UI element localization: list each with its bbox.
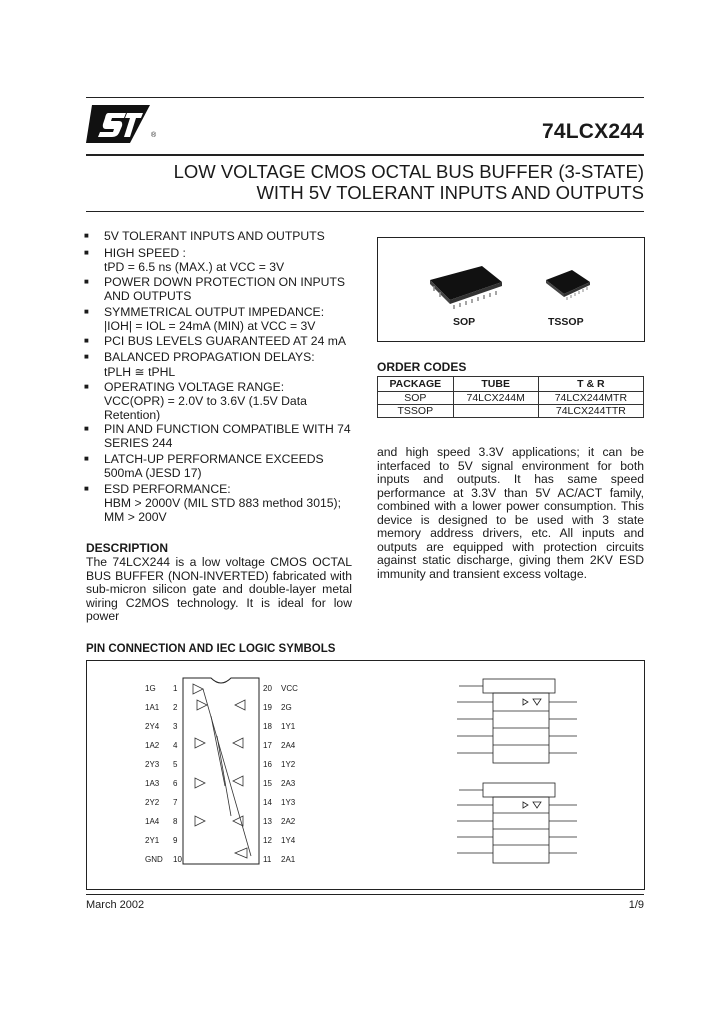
pin-number: 12 bbox=[263, 836, 272, 845]
pin-connection-diagram bbox=[86, 660, 645, 890]
chip-outline bbox=[181, 676, 261, 866]
pin-number: 4 bbox=[173, 741, 178, 750]
pin-number: 9 bbox=[173, 836, 178, 845]
table-cell: 74LCX244MTR bbox=[538, 392, 643, 405]
table-cell: SOP bbox=[378, 392, 454, 405]
pin-number: 1 bbox=[173, 684, 178, 693]
iec-logic-symbol-1 bbox=[437, 675, 607, 765]
pin-label: 2Y2 bbox=[145, 798, 160, 807]
table-header-row bbox=[378, 377, 644, 392]
pin-number: 13 bbox=[263, 817, 272, 826]
part-number: 74LCX244 bbox=[542, 120, 644, 143]
pin-label: 2Y1 bbox=[145, 836, 160, 845]
pin-number: 7 bbox=[173, 798, 178, 807]
pin-label: 1A3 bbox=[145, 779, 160, 788]
feature-item: ■ PIN AND FUNCTION COMPATIBLE WITH 74 SERIES 244 bbox=[84, 422, 351, 450]
document-title bbox=[174, 161, 644, 203]
pin-label: 2A3 bbox=[281, 779, 296, 788]
iec-logic-symbol-2 bbox=[437, 777, 607, 869]
pin-number: 6 bbox=[173, 779, 178, 788]
sop-label: SOP bbox=[453, 316, 476, 328]
tssop-package-image bbox=[544, 266, 594, 300]
feature-item: |IOH| = IOL = 24mA (MIN) at VCC = 3V bbox=[104, 319, 316, 333]
pin-label: 1Y2 bbox=[281, 760, 296, 769]
pin-number: 8 bbox=[173, 817, 178, 826]
feature-item: tPLH ≅ tPHL bbox=[104, 365, 176, 379]
description-right-paragraph: and high speed 3.3V applications; it can be interfaced to 5V signal environment for both inputs and outputs. It has same speed performance at 3.3V than 5V AC/ACT family, combined with a lower power consumption. This device is designed to be used with 3 state memory address drivers, etc. All inputs and outputs are equipped with protection circuits against static discharge, giving them 2KV ESD immunity and transient excess voltage. bbox=[377, 445, 644, 581]
pin-number: 19 bbox=[263, 703, 272, 712]
pin-label: 1A1 bbox=[145, 703, 160, 712]
pin-number: 18 bbox=[263, 722, 272, 731]
description-heading: DESCRIPTION bbox=[86, 541, 169, 555]
pin-label: 2A2 bbox=[281, 817, 296, 826]
table-cell: 74LCX244M bbox=[453, 392, 538, 405]
pin-label: 2A1 bbox=[281, 855, 296, 864]
feature-item: ■ LATCH-UP PERFORMANCE EXCEEDS 500mA (JESD 17) bbox=[84, 452, 324, 480]
title-line-2: WITH 5V TOLERANT INPUTS AND OUTPUTS bbox=[256, 182, 644, 203]
title-line-1: LOW VOLTAGE CMOS OCTAL BUS BUFFER (3-STATE) bbox=[173, 161, 644, 182]
column-header: TUBE bbox=[453, 377, 538, 392]
pin-number: 5 bbox=[173, 760, 178, 769]
pin-number: 10 bbox=[173, 855, 182, 864]
top-rule bbox=[86, 97, 644, 98]
pin-label: 2Y3 bbox=[145, 760, 160, 769]
pin-number: 3 bbox=[173, 722, 178, 731]
pin-label: 1Y3 bbox=[281, 798, 296, 807]
feature-item: tPD = 6.5 ns (MAX.) at VCC = 3V bbox=[104, 260, 285, 274]
pin-number: 16 bbox=[263, 760, 272, 769]
tssop-label: TSSOP bbox=[548, 316, 584, 328]
feature-item: ■ ESD PERFORMANCE: bbox=[84, 482, 231, 496]
pin-number: 14 bbox=[263, 798, 272, 807]
feature-item: ■ SYMMETRICAL OUTPUT IMPEDANCE: bbox=[84, 305, 325, 319]
footer-date: March 2002 bbox=[86, 899, 145, 911]
pin-label: 1A4 bbox=[145, 817, 160, 826]
feature-item: ■ BALANCED PROPAGATION DELAYS: bbox=[84, 350, 315, 364]
pin-number: 20 bbox=[263, 684, 272, 693]
pin-label: 1Y4 bbox=[281, 836, 296, 845]
title-bottom-rule bbox=[86, 211, 644, 212]
sop-package-image bbox=[426, 260, 506, 310]
pin-label: 1A2 bbox=[145, 741, 160, 750]
order-codes-table bbox=[377, 376, 644, 418]
page-number: 1/9 bbox=[628, 899, 644, 911]
pin-label: 1Y1 bbox=[281, 722, 296, 731]
feature-item: ■ POWER DOWN PROTECTION ON INPUTS AND OUTPUTS bbox=[84, 275, 346, 303]
st-logo bbox=[86, 103, 156, 145]
column-header: T & R bbox=[538, 377, 643, 392]
pin-number: 2 bbox=[173, 703, 178, 712]
order-codes-heading: ORDER CODES bbox=[377, 360, 467, 374]
table-cell bbox=[453, 405, 538, 418]
package-box bbox=[377, 237, 645, 342]
pin-label: VCC bbox=[281, 684, 298, 693]
pin-number: 17 bbox=[263, 741, 272, 750]
footer-rule bbox=[86, 894, 644, 895]
table-row bbox=[378, 392, 644, 405]
pin-label: 2Y4 bbox=[145, 722, 160, 731]
feature-item: MM > 200V bbox=[104, 510, 167, 524]
pin-label: 1G bbox=[145, 684, 156, 693]
pin-number: 15 bbox=[263, 779, 272, 788]
pin-label: 2G bbox=[281, 703, 292, 712]
feature-item: VCC(OPR) = 2.0V to 3.6V (1.5V Data Retention) bbox=[104, 394, 307, 422]
logo-registered: ® bbox=[151, 132, 157, 139]
table-cell: 74LCX244TTR bbox=[538, 405, 643, 418]
feature-item: ■ HIGH SPEED : bbox=[84, 246, 186, 260]
feature-item: ■ PCI BUS LEVELS GUARANTEED AT 24 mA bbox=[84, 334, 347, 348]
pin-label: GND bbox=[145, 855, 163, 864]
feature-item: ■ 5V TOLERANT INPUTS AND OUTPUTS bbox=[84, 229, 325, 243]
table-row bbox=[378, 405, 644, 418]
pin-label: 2A4 bbox=[281, 741, 296, 750]
title-rule bbox=[86, 154, 644, 156]
pin-connection-heading: PIN CONNECTION AND IEC LOGIC SYMBOLS bbox=[86, 643, 336, 655]
feature-item: ■ OPERATING VOLTAGE RANGE: bbox=[84, 380, 285, 394]
column-header: PACKAGE bbox=[378, 377, 454, 392]
pin-number: 11 bbox=[263, 855, 272, 864]
table-cell: TSSOP bbox=[378, 405, 454, 418]
description-left-paragraph: The 74LCX244 is a low voltage CMOS OCTAL BUS BUFFER (NON-INVERTED) fabricated with sub-micron silicon gate and double-layer metal wiring C2MOS technology. It is ideal for low power bbox=[86, 555, 352, 623]
feature-item: HBM > 2000V (MIL STD 883 method 3015); bbox=[104, 496, 341, 510]
